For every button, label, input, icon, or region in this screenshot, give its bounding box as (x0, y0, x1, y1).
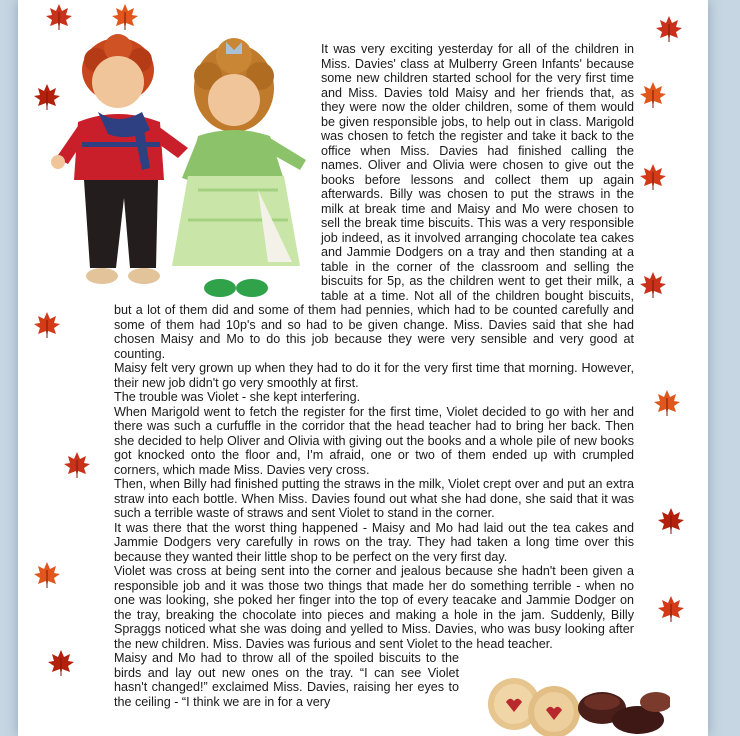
story-paragraph: Violet was cross at being sent into the corner and jealous because she hadn't been given a responsible job and it was those two things that made her do something terrible - when no one was looking, she poked her finger into the top of every teacake and Jammie Dodger on the tray, breaking the chocolate into pieces and making a hole in the jam. Suddenly, Billy Spraggs noticed what she was doing and yelled to Miss. Davies, who was busy looking after the new children. Miss. Davies was furious and sent Violet to the head teacher. (114, 564, 634, 651)
maple-leaf-icon (638, 270, 668, 300)
maple-leaf-icon (656, 594, 686, 624)
story-paragraph: The trouble was Violet - she kept interfering. (114, 390, 361, 404)
maple-leaf-icon (638, 80, 668, 110)
story-paragraph: Then, when Billy had finished putting the straws in the milk, Violet crept over and put an extra straw into each bottle. When Miss. Davies found out what she had done, she said that it was such a terrible waste of straws and sent Violet to stand in the corner. (114, 477, 634, 520)
story-paragraph: Maisy felt very grown up when they had to do it for the very first time that morning. However, their new job didn't go very smoothly at first. (114, 361, 634, 390)
maple-leaf-icon (62, 450, 92, 480)
maple-leaf-icon (656, 506, 686, 536)
story-text (114, 42, 634, 709)
story-paragraph: It was there that the worst thing happened - Maisy and Mo had laid out the tea cakes and Jammie Dodgers very carefully in rows on the tray. They had taken a long time over this because they wanted their little shop to be perfect on the very first day. (114, 520, 634, 564)
maple-leaf-icon (32, 310, 62, 340)
illustration-spacer (114, 42, 321, 301)
biscuits-illustration (480, 672, 670, 736)
maple-leaf-icon (110, 2, 140, 32)
story-closing-paragraph: Maisy and Mo had to throw all of the spoiled biscuits to the birds and lay out new ones on the tray. “I can see Violet hasn't changed!” exclaimed Miss. Davies, raising her eyes to the ceiling - “I think we are in for a very (114, 651, 459, 709)
maple-leaf-icon (32, 82, 62, 112)
maple-leaf-icon (652, 388, 682, 418)
maple-leaf-icon (638, 162, 668, 192)
maple-leaf-icon (654, 14, 684, 44)
maple-leaf-icon (46, 648, 76, 678)
story-paragraph: It was very exciting yesterday for all of the children in Miss. Davies' class at Mulberry Green Infants' because some new children started school for the very first time and Miss. Davies told Maisy and her friends that, as they were now the older children, some of them would be given responsible jobs, to help out in class. Marigold was chosen to fetch the register and take it back to the office when Miss. Davies had finished calling the names. Oliver and Olivia were chosen to give out the books before lessons and collect them up again afterwards. Billy was chosen to put the straws in the milk at break time and Maisy and Mo were chosen to sell the break time biscuits. This was a very responsible job indeed, as it involved arranging chocolate tea cakes and Jammie Dodgers on a tray and then standing at a table in the corner of the classroom and selling the biscuits for 5p, as the children went to get their milk, a table at a time. Not all of the children bought biscuits, but a lot of them did and some of them had pennies, which had to be counted carefully and some of them had 10p's and so had to be given change. Miss. Davies said that she had chosen Maisy and Mo to do this job because they were very sensible and very good at counting. (114, 42, 634, 361)
story-page (18, 0, 708, 736)
maple-leaf-icon (44, 2, 74, 32)
story-paragraph: When Marigold went to fetch the register for the first time, Violet decided to go with her and there was such a curfuffle in the corridor that the head teacher had to bring her back. Then she decided to help Oliver and Olivia with giving out the books and a whole pile of new books got knocked onto the floor and, I'm afraid, one or two of them ended up with crumpled corners, which made Miss. Davies very cross. (114, 404, 634, 477)
maple-leaf-icon (32, 560, 62, 590)
